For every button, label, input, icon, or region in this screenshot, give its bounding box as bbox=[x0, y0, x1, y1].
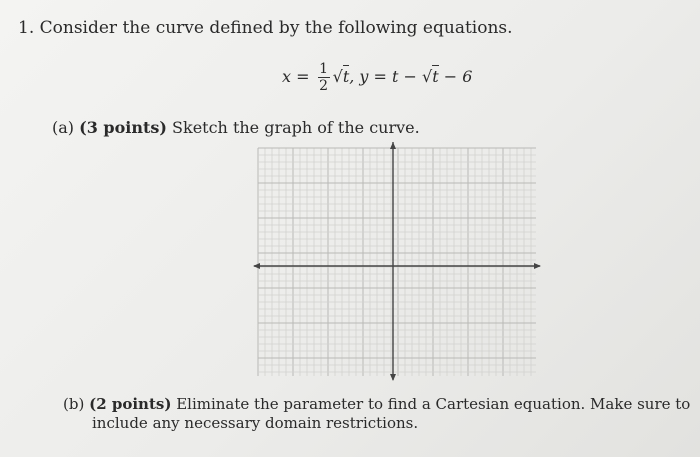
fraction-numerator: 1 bbox=[319, 61, 329, 77]
part-b-points: (2 points) bbox=[89, 395, 172, 413]
y-axis-arrow-down bbox=[390, 374, 396, 381]
fraction-denominator: 2 bbox=[319, 78, 329, 94]
x-axis-arrow-left bbox=[253, 263, 260, 269]
x-axis-arrow-right bbox=[534, 263, 541, 269]
y-lhs: y = t − bbox=[359, 67, 423, 86]
fraction-one-half bbox=[318, 62, 330, 93]
part-a-label: (a) bbox=[52, 118, 75, 137]
part-b-text: Eliminate the parameter to find a Cartesian equation. Make sure to bbox=[176, 395, 691, 413]
part-a bbox=[52, 118, 420, 137]
part-a-text: Sketch the graph of the curve. bbox=[172, 118, 420, 137]
equation-tail: − 6 bbox=[438, 67, 473, 86]
y-axis-arrow-up bbox=[390, 142, 396, 149]
sqrt-arg-t: t bbox=[342, 67, 350, 86]
sqrt-symbol-2: √ bbox=[422, 67, 433, 86]
x-lhs: x = bbox=[282, 67, 310, 86]
part-b-label: (b) bbox=[63, 395, 85, 413]
sqrt-symbol: √ bbox=[332, 67, 343, 86]
sqrt-arg-t-2: t bbox=[432, 67, 439, 86]
coordinate-grid bbox=[252, 142, 542, 382]
parametric-equations bbox=[282, 62, 472, 93]
part-b bbox=[63, 395, 690, 413]
part-b-continuation: include any necessary domain restrictions. bbox=[92, 414, 419, 432]
part-a-points: (3 points) bbox=[79, 118, 167, 137]
question-title: 1. Consider the curve defined by the following equations. bbox=[18, 18, 513, 38]
equation-separator: , bbox=[349, 67, 360, 86]
